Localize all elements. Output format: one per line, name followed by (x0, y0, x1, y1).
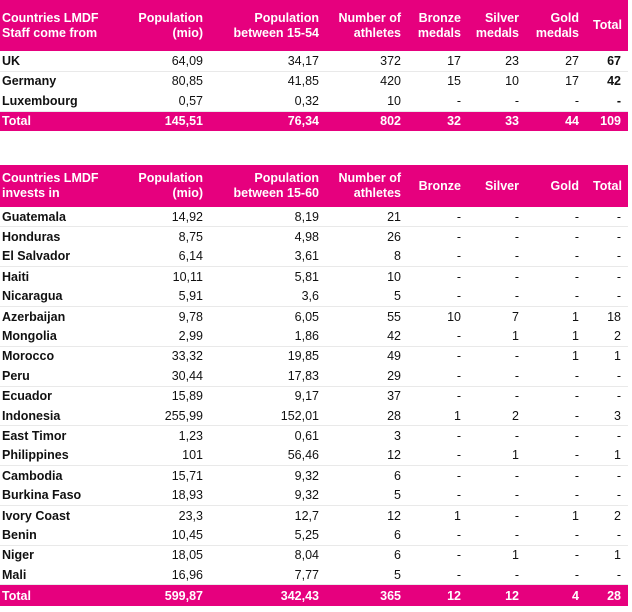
cell-total: - (586, 91, 628, 111)
header-population: Population (mio) (120, 0, 210, 51)
cell-country: El Salvador (0, 247, 120, 267)
table-row (0, 565, 628, 585)
cell-population-age: 5,81 (294, 269, 319, 284)
cell-gold: - (574, 230, 579, 245)
cell-country: Cambodia (2, 468, 63, 483)
cell-total: - (586, 207, 628, 227)
table-row (0, 71, 628, 91)
cell-bronze: 17 (408, 51, 468, 71)
cell-gold: - (526, 565, 586, 585)
cell-total: - (586, 525, 628, 545)
total-population: 599,87 (120, 585, 210, 606)
cell-athletes: 12 (387, 508, 401, 523)
cell-silver: - (468, 287, 526, 307)
cell-silver: 1 (468, 446, 526, 466)
cell-country: Mali (0, 565, 120, 585)
table-row (0, 346, 628, 366)
cell-total: 42 (607, 74, 621, 89)
cell-population: 14,92 (120, 207, 210, 227)
total-row (0, 111, 628, 131)
total-bronze: 32 (408, 111, 468, 131)
total-gold: 44 (526, 111, 586, 131)
header-country: Countries LMDF invests in (0, 165, 120, 207)
header-country: Countries LMDF Staff come from (0, 0, 120, 51)
cell-total: 1 (614, 349, 621, 364)
cell-athletes: 6 (394, 468, 401, 483)
total-population: 145,51 (120, 111, 210, 131)
cell-country: Guatemala (0, 207, 120, 227)
cell-total: 2 (586, 326, 628, 346)
cell-athletes: 5 (326, 565, 408, 585)
cell-population-age: 152,01 (210, 406, 326, 426)
cell-silver: - (468, 207, 526, 227)
total-bronze: 12 (408, 585, 468, 606)
table-row (0, 545, 628, 565)
cell-athletes: 26 (387, 230, 401, 245)
table-row (0, 426, 628, 446)
cell-gold: 1 (572, 309, 579, 324)
header-population: Population (mio) (120, 165, 210, 207)
cell-silver: - (468, 247, 526, 267)
cell-population: 80,85 (171, 74, 203, 89)
cell-total: - (616, 269, 621, 284)
cell-silver: - (514, 508, 519, 523)
cell-gold: - (526, 406, 586, 426)
cell-population: 10,11 (172, 269, 203, 284)
cell-country: Indonesia (0, 406, 120, 426)
cell-bronze: - (456, 230, 461, 245)
cell-athletes: 6 (326, 525, 408, 545)
cell-population-age: 3,61 (210, 247, 326, 267)
cell-athletes: 5 (326, 287, 408, 307)
cell-athletes: 55 (387, 309, 401, 324)
table-row (0, 386, 628, 406)
cell-population: 15,71 (171, 468, 203, 483)
cell-population-age: 0,61 (294, 428, 319, 443)
cell-gold: - (526, 91, 586, 111)
cell-silver: 7 (512, 309, 519, 324)
table-row (0, 207, 628, 227)
cell-gold: - (526, 247, 586, 267)
cell-silver: - (514, 269, 519, 284)
table-row (0, 91, 628, 111)
cell-athletes: 21 (326, 207, 408, 227)
cell-athletes: 10 (326, 91, 408, 111)
cell-gold: 1 (572, 349, 579, 364)
cell-athletes: 420 (380, 74, 401, 89)
cell-country: East Timor (2, 428, 67, 443)
cell-population-age: 9,32 (210, 485, 326, 505)
cell-bronze: 15 (447, 74, 461, 89)
cell-population-age: 19,85 (287, 349, 319, 364)
cell-bronze: - (408, 207, 468, 227)
cell-population-age: 8,19 (210, 207, 326, 227)
cell-population: 2,99 (120, 326, 210, 346)
table-row (0, 525, 628, 545)
cell-population-age: 8,04 (294, 548, 319, 563)
cell-population: 1,23 (178, 428, 203, 443)
cell-silver: 1 (512, 548, 519, 563)
cell-country: Morocco (2, 349, 55, 364)
cell-athletes: 37 (387, 389, 401, 404)
cell-population-age: 12,7 (294, 508, 319, 523)
cell-silver: 23 (468, 51, 526, 71)
cell-country: Luxembourg (0, 91, 120, 111)
cell-population: 16,96 (120, 565, 210, 585)
cell-population: 30,44 (120, 366, 210, 386)
header-gold: Gold medals (526, 0, 586, 51)
table-row (0, 466, 628, 486)
cell-athletes: 3 (394, 428, 401, 443)
cell-country: Haiti (2, 269, 30, 284)
cell-silver: - (468, 366, 526, 386)
cell-bronze: - (456, 389, 461, 404)
total-country: Total (0, 111, 120, 131)
cell-bronze: 1 (454, 508, 461, 523)
cell-athletes: 12 (326, 446, 408, 466)
cell-athletes: 42 (326, 326, 408, 346)
header-row (0, 165, 628, 207)
cell-total: - (586, 366, 628, 386)
table-row (0, 326, 628, 346)
cell-gold: 17 (565, 74, 579, 89)
cell-population-age: 1,86 (210, 326, 326, 346)
total-country: Total (0, 585, 120, 606)
cell-silver: 10 (505, 74, 519, 89)
cell-bronze: - (408, 247, 468, 267)
cell-gold: - (526, 366, 586, 386)
cell-population: 6,14 (120, 247, 210, 267)
cell-silver: - (468, 91, 526, 111)
cell-total: - (586, 565, 628, 585)
staff-countries-table (0, 0, 628, 131)
cell-total: 2 (614, 508, 621, 523)
cell-total: - (616, 468, 621, 483)
cell-population-age: 4,98 (294, 230, 319, 245)
cell-silver: - (514, 428, 519, 443)
header-silver: Silver medals (468, 0, 526, 51)
header-total: Total (586, 0, 628, 51)
cell-population-age: 7,77 (210, 565, 326, 585)
cell-total: 1 (614, 548, 621, 563)
cell-bronze: - (456, 548, 461, 563)
cell-total: 1 (586, 446, 628, 466)
table-body (0, 207, 628, 585)
cell-silver: - (514, 349, 519, 364)
cell-total: 18 (607, 309, 621, 324)
cell-population: 33,32 (171, 349, 203, 364)
cell-country: Azerbaijan (2, 309, 66, 324)
total-total: 28 (586, 585, 628, 606)
cell-population: 64,09 (120, 51, 210, 71)
cell-population-age: 34,17 (210, 51, 326, 71)
total-silver: 12 (468, 585, 526, 606)
table-row (0, 366, 628, 386)
table-row (0, 51, 628, 71)
cell-population-age: 3,6 (210, 287, 326, 307)
header-population-15-54: Population between 15-54 (210, 0, 326, 51)
cell-population-age: 41,85 (287, 74, 319, 89)
cell-country: Germany (2, 74, 57, 89)
cell-silver: - (468, 485, 526, 505)
total-silver: 33 (468, 111, 526, 131)
cell-athletes: 29 (326, 366, 408, 386)
cell-bronze: - (408, 565, 468, 585)
cell-gold: 27 (526, 51, 586, 71)
cell-silver: - (514, 468, 519, 483)
cell-athletes: 372 (326, 51, 408, 71)
cell-silver: - (514, 230, 519, 245)
cell-athletes: 28 (326, 406, 408, 426)
cell-country: Burkina Faso (0, 485, 120, 505)
header-bronze: Bronze (408, 165, 468, 207)
table-row (0, 287, 628, 307)
cell-bronze: - (408, 446, 468, 466)
cell-total: - (586, 485, 628, 505)
cell-population: 23,3 (178, 508, 203, 523)
header-athletes: Number of athletes (326, 0, 408, 51)
cell-population-age: 5,25 (210, 525, 326, 545)
cell-country: Philippines (0, 446, 120, 466)
cell-bronze: - (408, 326, 468, 346)
investment-countries-table (0, 165, 628, 606)
cell-athletes: 49 (387, 349, 401, 364)
total-athletes: 365 (326, 585, 408, 606)
cell-total: - (586, 287, 628, 307)
cell-bronze: - (408, 287, 468, 307)
cell-athletes: 8 (326, 247, 408, 267)
total-population-age: 342,43 (210, 585, 326, 606)
cell-silver: - (468, 565, 526, 585)
table-body (0, 51, 628, 111)
total-total: 109 (586, 111, 628, 131)
cell-total: 67 (586, 51, 628, 71)
total-gold: 4 (526, 585, 586, 606)
header-gold: Gold (526, 165, 586, 207)
cell-country: Benin (0, 525, 120, 545)
header-silver: Silver (468, 165, 526, 207)
cell-population: 18,93 (120, 485, 210, 505)
cell-gold: - (574, 548, 579, 563)
cell-total: - (616, 428, 621, 443)
cell-bronze: - (408, 485, 468, 505)
header-total: Total (586, 165, 628, 207)
cell-gold: 1 (526, 326, 586, 346)
cell-athletes: 6 (394, 548, 401, 563)
cell-population-age: 9,17 (294, 389, 319, 404)
cell-population-age: 17,83 (210, 366, 326, 386)
cell-bronze: - (408, 366, 468, 386)
cell-bronze: 10 (447, 309, 461, 324)
table-row (0, 306, 628, 326)
cell-bronze: - (456, 269, 461, 284)
cell-gold: - (574, 468, 579, 483)
cell-gold: - (526, 525, 586, 545)
table-row (0, 406, 628, 426)
cell-total: - (616, 230, 621, 245)
cell-population: 10,45 (120, 525, 210, 545)
cell-gold: - (526, 446, 586, 466)
cell-total: 3 (586, 406, 628, 426)
cell-population: 101 (120, 446, 210, 466)
table-row (0, 267, 628, 287)
cell-population: 255,99 (120, 406, 210, 426)
cell-gold: 1 (572, 508, 579, 523)
cell-bronze: - (408, 525, 468, 545)
cell-population-age: 56,46 (210, 446, 326, 466)
cell-country: Ecuador (2, 389, 53, 404)
cell-total: - (616, 389, 621, 404)
cell-gold: - (526, 207, 586, 227)
total-population-age: 76,34 (210, 111, 326, 131)
cell-population: 15,89 (171, 389, 203, 404)
cell-silver: - (514, 389, 519, 404)
cell-bronze: - (456, 468, 461, 483)
header-bronze: Bronze medals (408, 0, 468, 51)
cell-country: Peru (0, 366, 120, 386)
table-row (0, 227, 628, 247)
table-row (0, 247, 628, 267)
cell-bronze: - (408, 91, 468, 111)
cell-gold: - (574, 428, 579, 443)
header-athletes: Number of athletes (326, 165, 408, 207)
cell-bronze: - (456, 428, 461, 443)
cell-total: - (586, 247, 628, 267)
cell-country: Mongolia (0, 326, 120, 346)
cell-bronze: 1 (408, 406, 468, 426)
cell-country: UK (0, 51, 120, 71)
cell-population-age: 0,32 (210, 91, 326, 111)
total-row (0, 585, 628, 606)
cell-population: 0,57 (120, 91, 210, 111)
cell-country: Nicaragua (0, 287, 120, 307)
cell-gold: - (526, 485, 586, 505)
cell-gold: - (574, 389, 579, 404)
table-row (0, 485, 628, 505)
cell-country: Niger (2, 548, 34, 563)
cell-gold: - (526, 287, 586, 307)
cell-athletes: 10 (387, 269, 401, 284)
cell-population: 5,91 (120, 287, 210, 307)
cell-athletes: 5 (326, 485, 408, 505)
total-athletes: 802 (326, 111, 408, 131)
table-row (0, 446, 628, 466)
cell-gold: - (574, 269, 579, 284)
cell-population: 18,05 (171, 548, 203, 563)
cell-population-age: 6,05 (294, 309, 319, 324)
cell-population-age: 9,32 (294, 468, 319, 483)
header-population-15-60: Population between 15-60 (210, 165, 326, 207)
cell-silver: - (468, 525, 526, 545)
cell-silver: 1 (468, 326, 526, 346)
cell-bronze: - (456, 349, 461, 364)
cell-population: 8,75 (178, 230, 203, 245)
header-row (0, 0, 628, 51)
cell-silver: 2 (468, 406, 526, 426)
cell-country: Honduras (2, 230, 61, 245)
cell-population: 9,78 (178, 309, 203, 324)
cell-country: Ivory Coast (2, 508, 71, 523)
table-row (0, 505, 628, 525)
